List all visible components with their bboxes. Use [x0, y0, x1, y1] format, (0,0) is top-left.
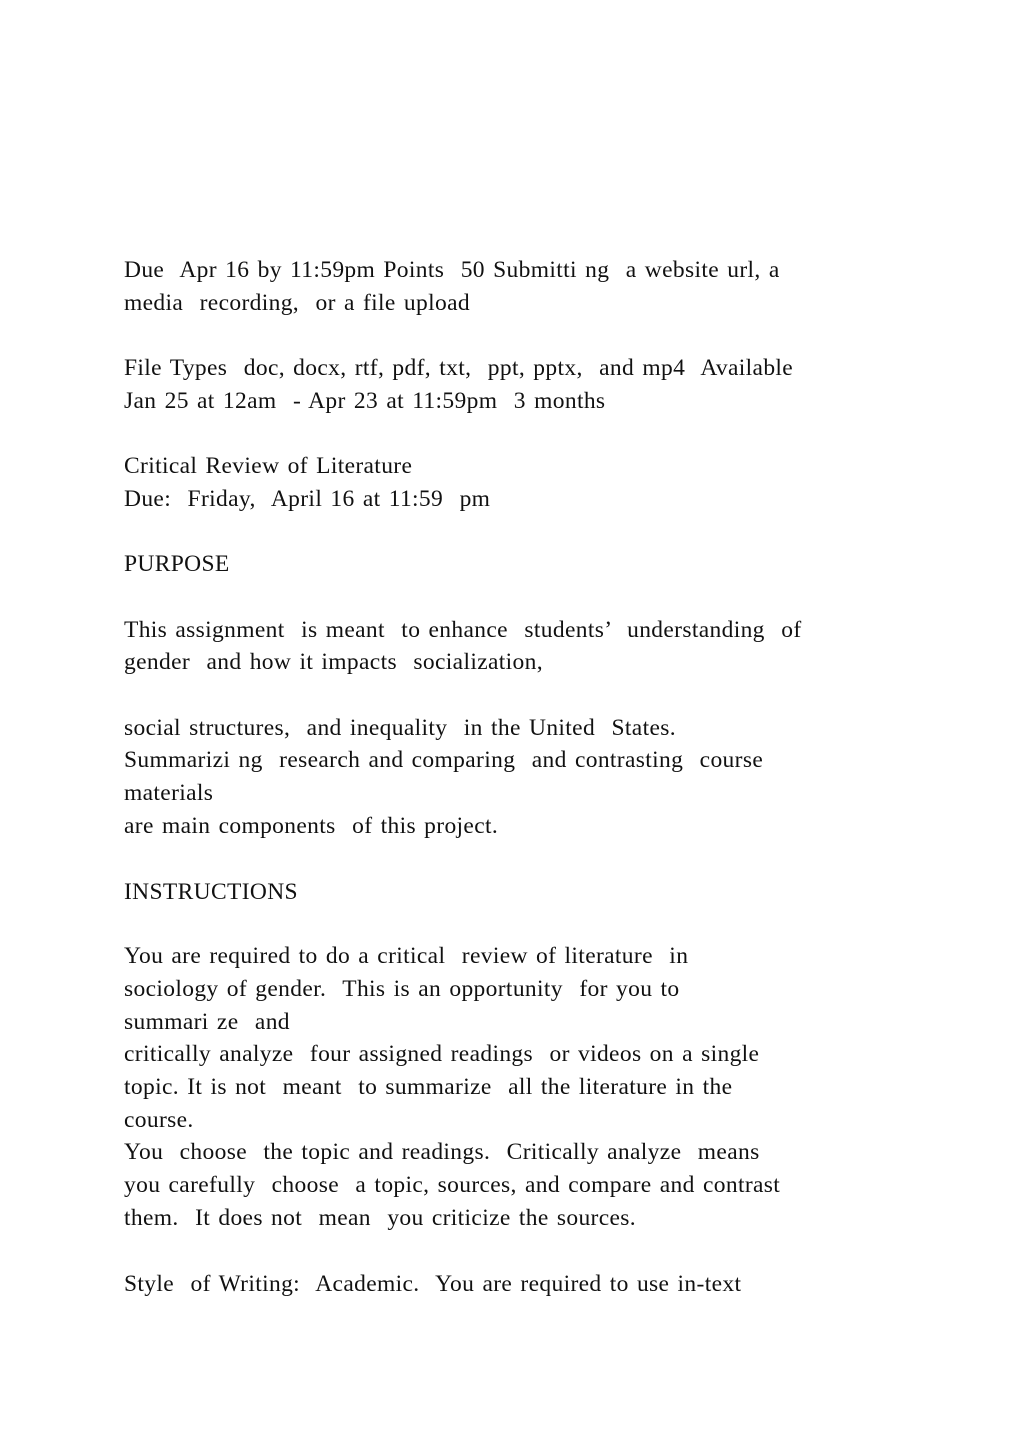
section-heading-purpose: PURPOSE	[124, 551, 230, 577]
text-line: You are required to do a critical review of literature in	[124, 943, 689, 969]
text-line: sociology of gender. This is an opportunity for you to	[124, 976, 680, 1002]
text-line: File Types doc, docx, rtf, pdf, txt, ppt, pptx, and mp4 Available	[124, 355, 794, 381]
text-line: critically analyze four assigned readings or videos on a single	[124, 1041, 760, 1067]
text-line: This assignment is meant to enhance students’ understanding of	[124, 617, 802, 643]
text-line: Summarizi ng research and comparing and contrasting course	[124, 747, 764, 773]
text-line: course.	[124, 1107, 194, 1133]
text-line: Jan 25 at 12am - Apr 23 at 11:59pm 3 months	[124, 388, 606, 414]
text-line: social structures, and inequality in the United States.	[124, 715, 676, 741]
text-line: summari ze and	[124, 1009, 290, 1035]
text-line: Style of Writing: Academic. You are required to use in-text	[124, 1271, 742, 1297]
section-title: Critical Review of Literature	[124, 453, 413, 479]
text-line: You choose the topic and readings. Critically analyze means	[124, 1139, 760, 1165]
text-line: media recording, or a file upload	[124, 290, 470, 316]
due-date: Due: Friday, April 16 at 11:59 pm	[124, 486, 491, 512]
text-line: are main components of this project.	[124, 813, 499, 839]
text-line: Due Apr 16 by 11:59pm Points 50 Submitti ng a website url, a	[124, 257, 780, 283]
text-line: materials	[124, 780, 214, 806]
section-heading-instructions: INSTRUCTIONS	[124, 879, 298, 905]
text-line: topic. It is not meant to summarize all the literature in the	[124, 1074, 733, 1100]
text-line: them. It does not mean you criticize the sources.	[124, 1205, 637, 1231]
text-line: you carefully choose a topic, sources, and compare and contrast	[124, 1172, 781, 1198]
text-line: gender and how it impacts socialization,	[124, 649, 543, 675]
